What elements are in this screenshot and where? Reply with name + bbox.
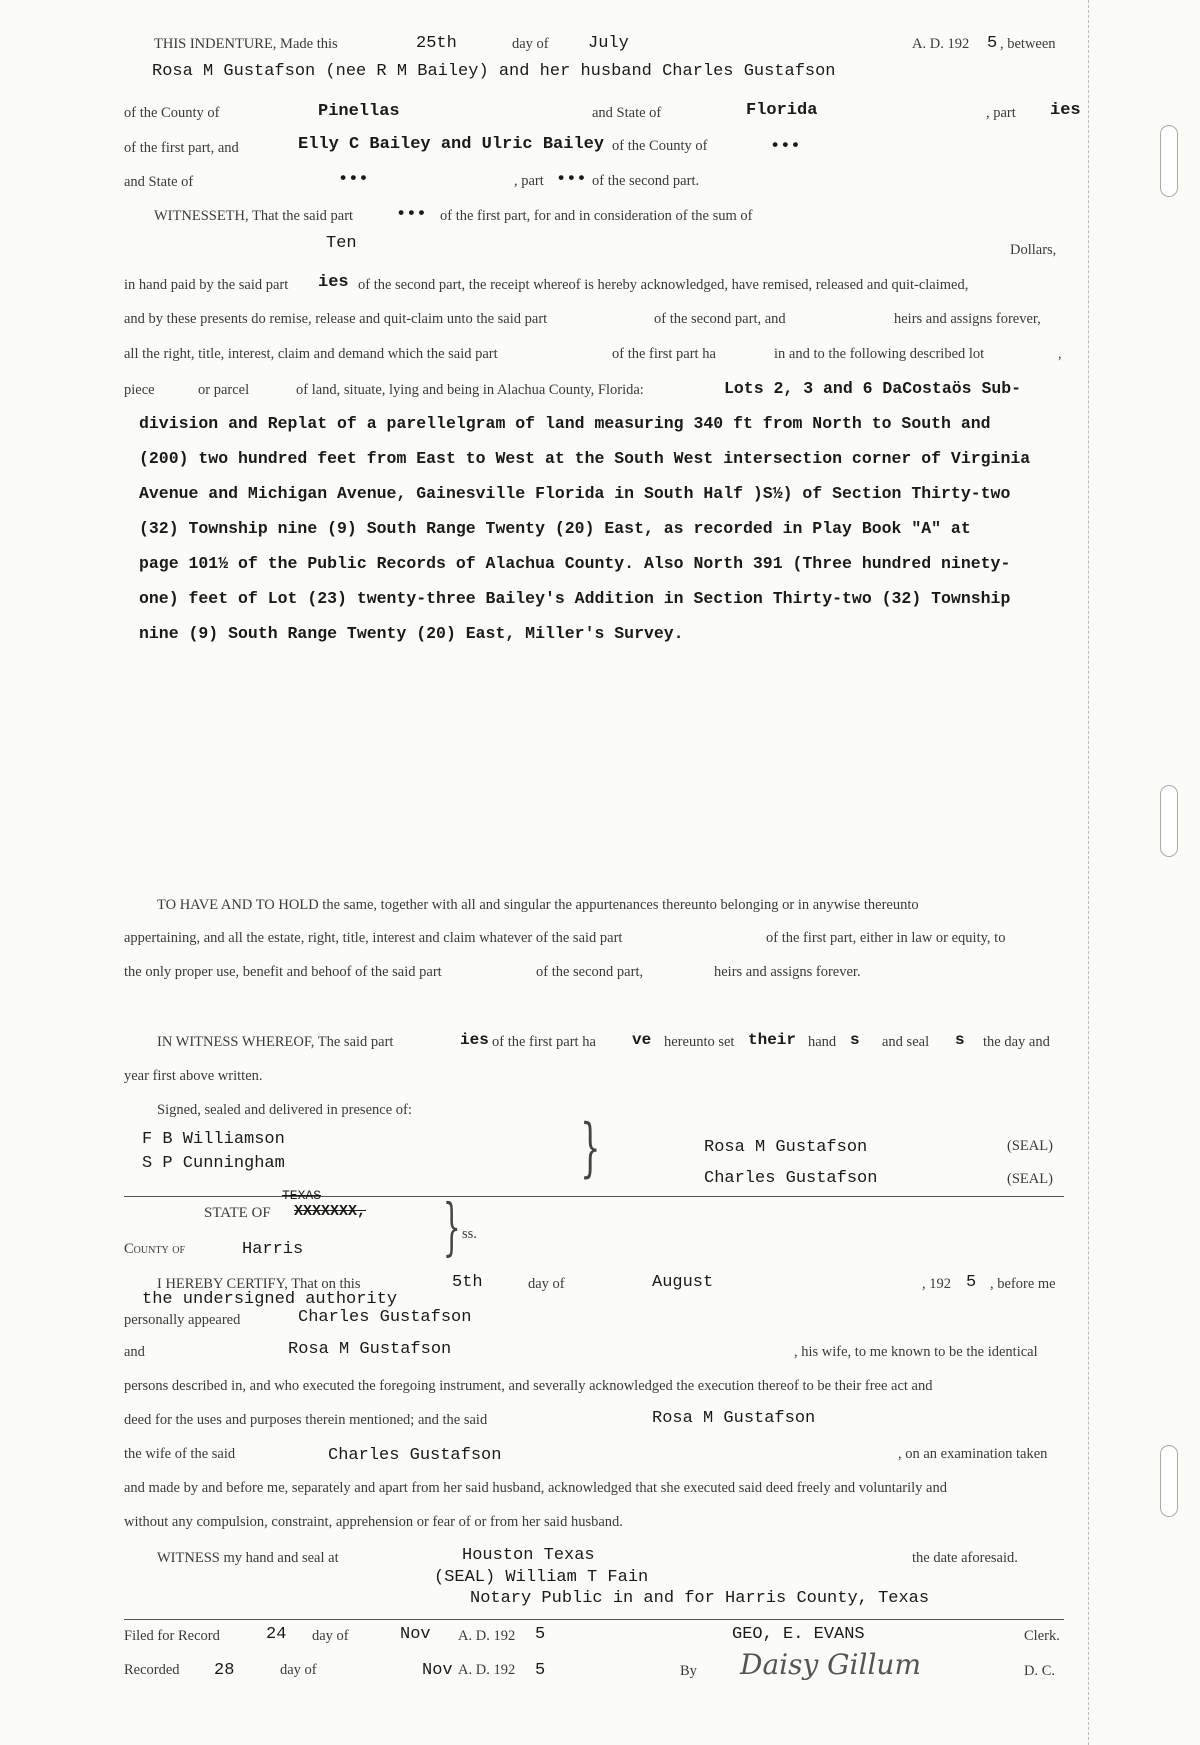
part-suffix-2: ••• [556,170,587,189]
witness-clause-ve: ve [632,1031,652,1049]
ack-year-prefix: , 192 [922,1276,951,1292]
signature-brace: } [580,1111,601,1185]
habendum-line-2b: of the first part, either in law or equity, to [766,930,1006,946]
witness-1: F B Williamson [142,1130,285,1149]
witnesseth-line-1a: WITNESSETH, That the said part [154,208,354,224]
filed-day-of: day of [312,1628,349,1644]
ack-day-of: day of [528,1276,565,1292]
ack-husband-name: Charles Gustafson [328,1446,502,1465]
witness-clause-d: hand [808,1034,837,1050]
venue-brace: } [442,1190,461,1263]
and-state-label: and State of [592,105,662,121]
witness-clause-ies: ies [460,1031,489,1049]
habendum-line-3b: of the second part, [536,964,644,980]
witnesseth-line-4c: heirs and assigns forever, [894,311,1041,327]
grantors: Rosa M Gustafson (nee R M Bailey) and her husband Charles Gustafson [152,62,836,81]
by-label: By [680,1663,697,1679]
witness-my-label: WITNESS my hand and seal at [157,1550,339,1566]
binding-hole-bottom [1160,1445,1178,1517]
witnesseth-line-5b: of the first part ha [612,346,716,362]
binding-hole-top [1160,125,1178,197]
ack-person-1: Charles Gustafson [298,1308,472,1327]
signer-1: Rosa M Gustafson [704,1138,868,1157]
personally-appeared-label: personally appeared [124,1312,241,1328]
witness-clause-a: IN WITNESS WHEREOF, The said part [157,1034,394,1050]
county-2: ••• [770,137,801,156]
state-struck: XXXXXXX, [294,1203,367,1220]
witnesseth-line-1b: of the first part, for and in consideration of the sum of [440,208,753,224]
witnesseth-line-6c: of land, situate, lying and being in Alachua County, Florida: [296,382,644,398]
seal-2: (SEAL) [1007,1171,1053,1187]
ack-wife-name: Rosa M Gustafson [652,1409,816,1428]
wife-of-label: the wife of the said [124,1446,236,1462]
habendum-line-1: TO HAVE AND TO HOLD the same, together with all and singular the appurtenances thereunto belonging or in anywise thereunto [157,897,919,913]
witness-clause-c: hereunto set [664,1034,735,1050]
ack-made-line: and made by and before me, separately and apart from her said husband, acknowledged that she executed said deed freely and voluntarily and [124,1480,947,1496]
witness-clause-e: and seal [882,1034,930,1050]
recorded-year: 5 [535,1661,546,1680]
first-part-label: of the first part, and [124,140,239,156]
seal-1: (SEAL) [1007,1138,1053,1154]
made-month: July [588,34,629,53]
consideration-sum: Ten [326,234,357,253]
witness-clause-b: of the first part ha [492,1034,596,1050]
recorded-label: Recorded [124,1662,180,1678]
recorded-day: 28 [214,1661,235,1680]
ad-year: 5 [987,34,998,53]
before-me-label: , before me [990,1276,1056,1292]
recorded-month: Nov [422,1661,453,1680]
witness-clause-line-2: year first above written. [124,1068,263,1084]
filed-ad: A. D. 192 [458,1628,516,1644]
between-label: , between [1000,36,1056,52]
ack-deed-line: deed for the uses and purposes therein mentioned; and the said [124,1412,488,1428]
habendum-line-2a: appertaining, and all the estate, right, title, interest and claim whatever of the said part [124,930,623,946]
state-1: Florida [746,101,818,120]
witnesseth-line-5c: in and to the following described lot [774,346,985,362]
county-1: Pinellas [318,102,400,121]
ack-year: 5 [966,1273,977,1292]
witnesseth-line-5a: all the right, title, interest, claim and demand which the said part [124,346,498,362]
clerk-label: Clerk. [1024,1628,1060,1644]
witness-place: Houston Texas [462,1546,595,1565]
signed-sealed-label: Signed, sealed and delivered in presence of: [157,1102,412,1118]
and-state-label-2: and State of [124,174,194,190]
witnesseth-line-1-suffix: ••• [396,205,427,224]
binding-hole-middle [1160,785,1178,857]
witnesseth-line-6b: or parcel [198,382,250,398]
filed-month: Nov [400,1625,431,1644]
legal-line: (200) two hundred feet from East to West at the South West intersection corner of Virginia [139,449,1031,468]
on-exam-label: , on an examination taken [898,1446,1048,1462]
part-suffix-1: ies [1050,101,1081,120]
filed-for-record-label: Filed for Record [124,1628,220,1644]
witness-clause-their: their [748,1031,797,1049]
part-label: , part [986,105,1016,121]
ack-month: August [652,1273,714,1292]
of-county-label-2: of the County of [612,138,708,154]
filed-day: 24 [266,1625,287,1644]
habendum-line-3a: the only proper use, benefit and behoof of the said part [124,964,442,980]
legal-line: page 101½ of the Public Records of Alachua County. Also North 391 (Three hundred ninety- [139,554,1011,573]
ack-day: 5th [452,1273,483,1292]
witness-clause-s1: s [850,1031,860,1049]
legal-line: one) feet of Lot (23) twenty-three Bailey's Addition in Section Thirty-two (32) Township [139,589,1011,608]
grantees: Elly C Bailey and Ulric Bailey [298,135,605,154]
second-part-label: of the second part. [592,173,700,189]
clerk-name: GEO, E. EVANS [732,1625,865,1644]
ack-authority: the undersigned authority [142,1290,398,1309]
recorded-ad: A. D. 192 [458,1662,516,1678]
separator-rule [124,1196,1064,1197]
legal-description-first: Lots 2, 3 and 6 DaCostaös Sub- [724,379,1022,398]
legal-line: division and Replat of a parellelgram of land measuring 340 ft from North to South and [139,414,991,433]
witnesseth-line-3a: in hand paid by the said part [124,277,289,293]
signer-2: Charles Gustafson [704,1169,878,1188]
county-of-label: County of [124,1241,186,1257]
witness-clause-f: the day and [983,1034,1050,1050]
of-county-label: of the County of [124,105,220,121]
certify-label: I HEREBY CERTIFY, That on this [157,1276,361,1292]
legal-line: Avenue and Michigan Avenue, Gainesville Florida in South Half )S½) of Section Thirty-two [139,484,1011,503]
ack-county: Harris [242,1240,304,1259]
witnesseth-line-5d: , [1058,346,1062,362]
ack-described-line: persons described in, and who executed the foregoing instrument, and severally acknowledged the execution thereof to be their free act and [124,1378,933,1394]
notary-title: Notary Public in and for Harris County, Texas [470,1589,930,1608]
witnesseth-line-6a: piece [124,382,155,398]
deputy-clerk-signature: Daisy Gillum [740,1648,922,1681]
state-of-label: STATE OF [204,1205,271,1221]
his-wife-label: , his wife, to me known to be the identical [794,1344,1038,1360]
legal-line: nine (9) South Range Twenty (20) East, Miller's Survey. [139,624,684,643]
state-2: ••• [338,170,369,189]
ss-label: ss. [462,1226,477,1242]
ack-and-label: and [124,1344,145,1360]
ack-person-2: Rosa M Gustafson [288,1340,452,1359]
witnesseth-line-3b: of the second part, the receipt whereof is hereby acknowledged, have remised, released and quit-claimed, [358,277,969,293]
dollars-label: Dollars, [1010,242,1057,258]
filed-year: 5 [535,1625,546,1644]
dc-label: D. C. [1024,1663,1056,1679]
right-margin-rule [1088,0,1089,1745]
date-aforesaid-label: the date aforesaid. [912,1550,1018,1566]
ack-without-line: without any compulsion, constraint, apprehension or fear of or from her said husband. [124,1514,623,1530]
legal-line: (32) Township nine (9) South Range Twenty (20) East, as recorded in Play Book "A" at [139,519,971,538]
witnesseth-line-4a: and by these presents do remise, release and quit-claim unto the said part [124,311,548,327]
indenture-label: THIS INDENTURE, Made this [154,36,338,52]
notary-signature: (SEAL) William T Fain [434,1568,649,1587]
witnesseth-line-4b: of the second part, and [654,311,786,327]
recorded-day-of: day of [280,1662,317,1678]
texas-insert: TEXAS [282,1188,322,1203]
witness-clause-s2: s [955,1031,965,1049]
habendum-line-3c: heirs and assigns forever. [714,964,861,980]
legal-description [139,406,1084,651]
witness-2: S P Cunningham [142,1154,285,1173]
part-label-2: , part [514,173,544,189]
ad-label: A. D. 192 [912,36,970,52]
witnesseth-line-3-suffix: ies [318,273,349,292]
made-day: 25th [416,34,457,53]
day-of-label: day of [512,36,549,52]
record-rule [124,1619,1064,1620]
